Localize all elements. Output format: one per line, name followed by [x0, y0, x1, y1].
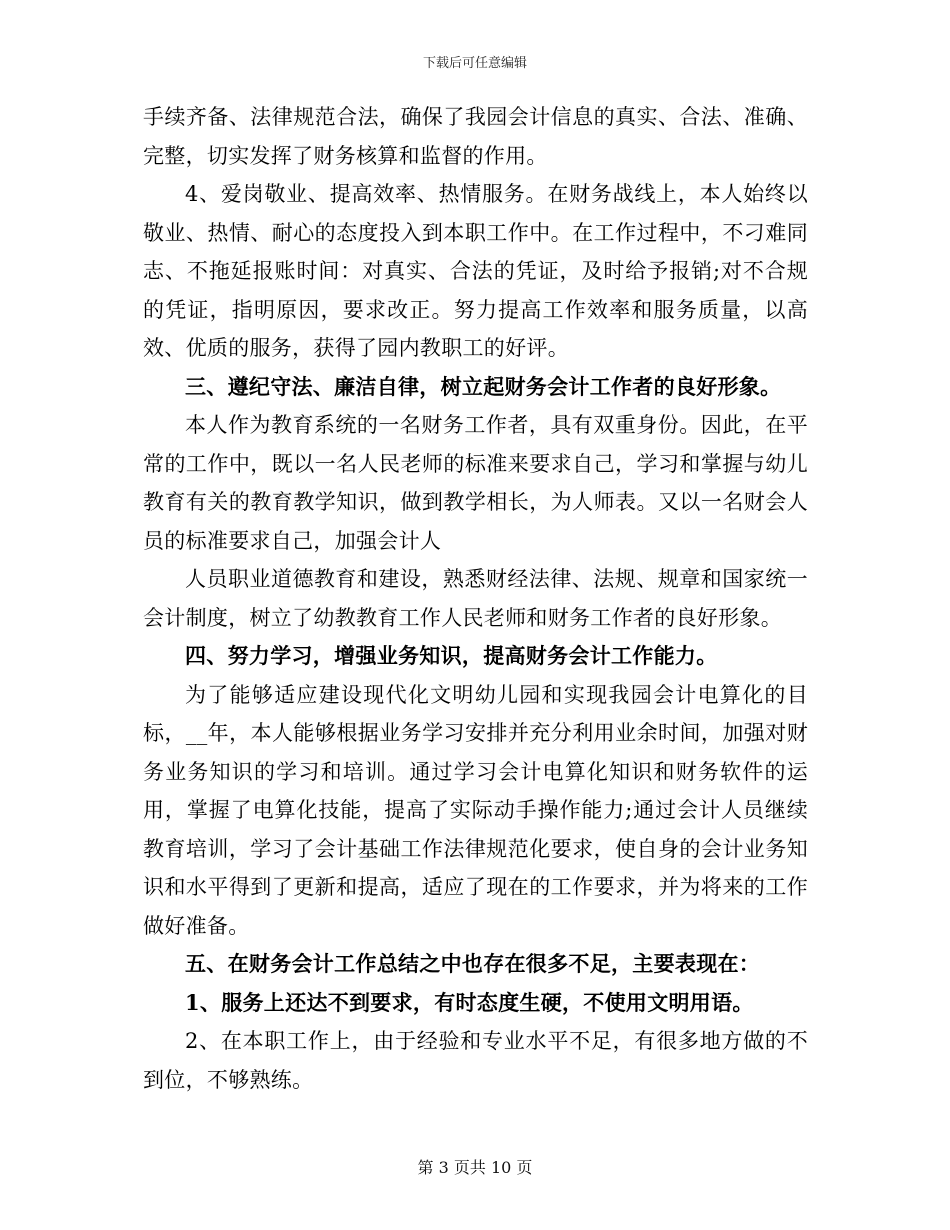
paragraph-5: 为了能够适应建设现代化文明幼儿园和实现我园会计电算化的目标，__年，本人能够根据业务学习安排并充分利用业余时间，加强对财务业务知识的学习和培训。通过学习会计电算化知识和财务软件的运用，掌握了电算化技能，提高了实际动手操作能力;通过会计人员继续教育培训，学习了会计基础工作法律规范化要求，使自身的会计业务知识和水平得到了更新和提高，适应了现在的工作要求，并为将来的工作做好准备。: [143, 682, 808, 938]
paragraph-2: 4、爱岗敬业、提高效率、热情服务。在财务战线上，本人始终以敬业、热情、耐心的态度投入到本职工作中。在工作过程中，不刁难同志、不拖延报账时间：对真实、合法的凭证，及时给予报销;对不合规的凭证，指明原因，要求改正。努力提高工作效率和服务质量，以高效、优质的服务，获得了园内教职工的好评。: [143, 182, 808, 360]
sub-heading-1: 1、服务上还达不到要求，有时态度生硬，不使用文明用语。: [185, 989, 754, 1015]
section-heading-5: 五、在财务会计工作总结之中也存在很多不足，主要表现在：: [185, 951, 761, 976]
paragraph-6: 2、在本职工作上，由于经验和专业水平不足，有很多地方做的不到位，不够熟练。: [143, 1029, 808, 1092]
document-body: [143, 98, 808, 1099]
page-header: 下载后可任意编辑: [422, 56, 527, 71]
page-footer: 第 3 页共 10 页: [417, 1158, 533, 1177]
section-heading-3: 三、遵纪守法、廉洁自律，树立起财务会计工作者的良好形象。: [185, 373, 782, 399]
section-heading-4: 四、努力学习，增强业务知识，提高财务会计工作能力。: [185, 643, 718, 668]
paragraph-3: 本人作为教育系统的一名财务工作者，具有双重身份。因此，在平常的工作中，既以一名人民老师的标准来要求自己，学习和掌握与幼儿教育有关的教育教学知识，做到教学相长，为人师表。又以一名财会人员的标准要求自己，加强会计人: [143, 413, 808, 553]
paragraph-1: 手续齐备、法律规范合法，确保了我园会计信息的真实、合法、准确、完整，切实发挥了财务核算和监督的作用。: [143, 105, 808, 168]
paragraph-4: 人员职业道德教育和建设，熟悉财经法律、法规、规章和国家统一会计制度，树立了幼教教育工作人民老师和财务工作者的良好形象。: [143, 567, 808, 630]
